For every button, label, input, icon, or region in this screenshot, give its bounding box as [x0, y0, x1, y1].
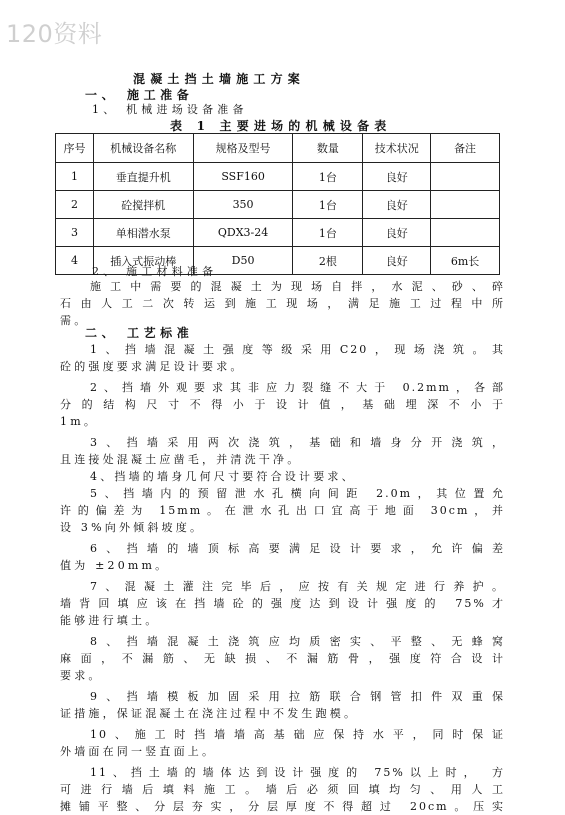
header-quantity: 数量	[293, 134, 363, 163]
header-index: 序号	[56, 134, 94, 163]
cell-quantity: 1台	[293, 219, 363, 247]
item-line: 分的结构尺寸不得小于设计值，基础埋深不小于	[60, 398, 505, 411]
list-item	[60, 764, 505, 815]
cell-remarks	[431, 163, 500, 191]
cell-index: 2	[56, 191, 94, 219]
list-item	[60, 379, 505, 430]
list-item	[60, 485, 505, 536]
subsection-2-heading: 2、 施工材料准备	[92, 265, 218, 278]
equipment-table	[55, 133, 500, 275]
section-2-heading: 二、 工艺标准	[85, 326, 194, 340]
item-line: 1、挡墙混凝土强度等级采用C20，现场浇筑。其	[90, 343, 505, 356]
item-line: 墙背回填应该在挡墙砼的强度达到设计强度的 75%才	[60, 597, 505, 610]
item-line: 10、施工时挡墙墙高基础应保持水平，同时保证	[90, 728, 505, 741]
cell-equipment-name: 单相潜水泵	[93, 219, 193, 247]
item-line: 4、挡墙的墙身几何尺寸要符合设计要求、	[90, 470, 356, 483]
header-condition: 技术状况	[363, 134, 431, 163]
cell-quantity: 1台	[293, 163, 363, 191]
item-line: 11、挡土墙的墙体达到设计强度的 75%以上时， 方	[90, 766, 505, 779]
table-caption: 表 1 主要进场的机械设备表	[170, 119, 392, 133]
table-row	[56, 219, 500, 247]
materials-paragraph	[60, 278, 505, 329]
cell-model: SSF160	[193, 163, 293, 191]
cell-equipment-name: 垂直提升机	[93, 163, 193, 191]
standards-list	[60, 341, 505, 815]
cell-model: 350	[193, 191, 293, 219]
item-line: 能够进行填土。	[60, 614, 160, 627]
list-item	[60, 578, 505, 629]
list-item	[60, 540, 505, 574]
item-line: 5、挡墙内的预留泄水孔横向间距 2.0m，其位置允	[90, 487, 505, 500]
item-line: 麻面，不漏筋、无缺损、不漏筋骨，强度符合设计	[60, 652, 505, 665]
cell-quantity: 2根	[293, 247, 363, 275]
watermark: 120资料	[6, 20, 103, 48]
cell-condition: 良好	[363, 163, 431, 191]
header-equipment-name: 机械设备名称	[93, 134, 193, 163]
document-title: 混凝土挡土墙施工方案	[133, 72, 306, 86]
item-line: 8、挡墙混凝土浇筑应均质密实、平整、无蜂窝	[90, 635, 505, 648]
item-line: 且连接处混凝土应凿毛，并清洗干净。	[60, 453, 302, 466]
table-header-row	[56, 134, 500, 163]
item-line: 6、挡墙的墙顶标高要满足设计要求，允许偏差	[90, 542, 505, 555]
list-item	[60, 688, 505, 722]
item-line: 摊铺平整、分层夯实，分层厚度不得超过 20cm。压实	[60, 800, 505, 813]
item-line: 设 3%向外倾斜坡度。	[60, 521, 205, 534]
item-line: 值为 ±20mm。	[60, 559, 170, 572]
cell-index: 3	[56, 219, 94, 247]
table-row	[56, 191, 500, 219]
cell-index: 4	[56, 247, 94, 275]
item-line: 证措施，保证混凝土在浇注过程中不发生跑模。	[60, 707, 359, 720]
subsection-1-heading: 1、 机械进场设备准备	[92, 103, 248, 116]
cell-equipment-name: 插入式振动棒	[93, 247, 193, 275]
section-1-heading: 一、 施工准备	[85, 88, 194, 102]
cell-remarks: 6m长	[431, 247, 500, 275]
item-line: 许的偏差为 15mm。在泄水孔出口宜高于地面 30cm，并	[60, 504, 505, 517]
cell-condition: 良好	[363, 191, 431, 219]
materials-line: 需。	[60, 314, 89, 327]
cell-model: QDX3-24	[193, 219, 293, 247]
item-line: 9、挡墙模板加固采用拉筋联合钢管扣件双重保	[90, 690, 505, 703]
item-line: 2、挡墙外观要求其非应力裂缝不大于 0.2mm，各部	[90, 381, 505, 394]
item-line: 1m。	[60, 415, 99, 428]
materials-line: 石由人工二次转运到施工现场，满足施工过程中所	[60, 297, 505, 310]
cell-index: 1	[56, 163, 94, 191]
list-item	[60, 633, 505, 684]
cell-condition: 良好	[363, 219, 431, 247]
table-row	[56, 163, 500, 191]
header-remarks: 备注	[431, 134, 500, 163]
item-line: 砼的强度要求满足设计要求。	[60, 360, 245, 373]
materials-line: 施工中需要的混凝土为现场自拌，水泥、砂、碎	[90, 280, 505, 293]
cell-equipment-name: 砼搅拌机	[93, 191, 193, 219]
list-item	[60, 468, 505, 485]
item-line: 外墙面在同一竖直面上。	[60, 745, 217, 758]
cell-model: D50	[193, 247, 293, 275]
cell-remarks	[431, 191, 500, 219]
item-line: 可进行墙后填料施工。墙后必须回填均匀、用人工	[60, 783, 505, 796]
list-item	[60, 434, 505, 468]
item-line: 3、挡墙采用两次浇筑，基础和墙身分开浇筑，	[90, 436, 505, 449]
item-line: 要求。	[60, 669, 103, 682]
item-line: 7、混凝土灌注完毕后，应按有关规定进行养护。	[90, 580, 505, 593]
list-item	[60, 726, 505, 760]
cell-remarks	[431, 219, 500, 247]
list-item	[60, 341, 505, 375]
cell-quantity: 1台	[293, 191, 363, 219]
header-model: 规格及型号	[193, 134, 293, 163]
cell-condition: 良好	[363, 247, 431, 275]
